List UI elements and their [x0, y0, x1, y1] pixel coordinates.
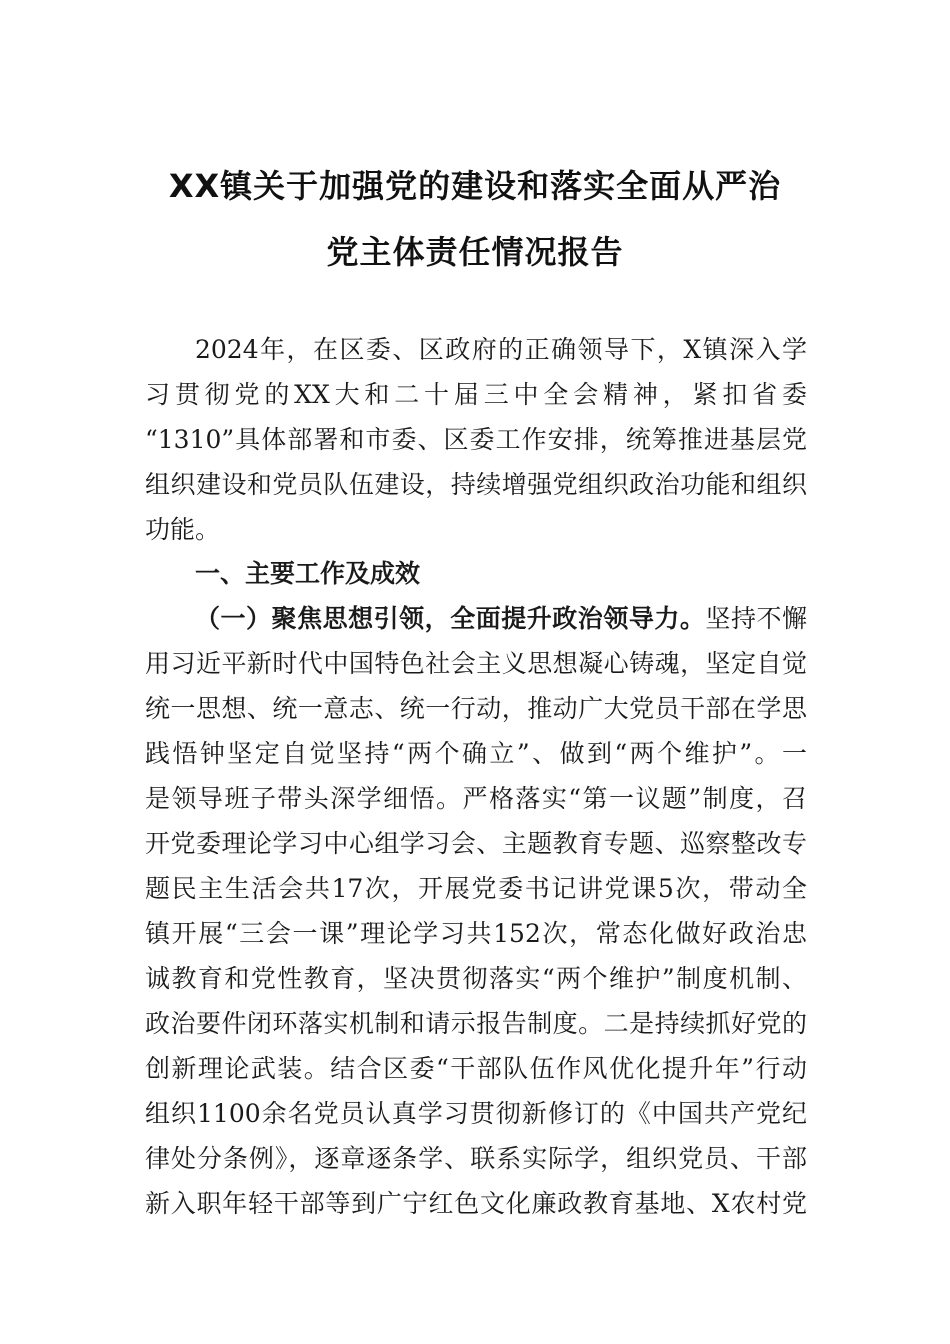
body-line: 律处分条例》，逐章逐条学、联系实际学，组织党员、干部 — [145, 1144, 807, 1173]
body-line: 题民主生活会共17次，开展党委书记讲党课5次，带动全 — [145, 874, 807, 903]
body-line: 践悟钟坚定自觉坚持“两个确立”、做到“两个维护”。一 — [145, 739, 807, 768]
intro-line-3: “1310”具体部署和市委、区委工作安排，统筹推进基层党 — [145, 425, 807, 454]
body-line: 诚教育和党性教育，坚决贯彻落实“两个维护”制度机制、 — [145, 964, 807, 993]
body-line: 统一思想、统一意志、统一行动，推动广大党员干部在学思 — [145, 694, 807, 723]
subsection-lead: （一）聚焦思想引领，全面提升政治领导力。 — [195, 604, 706, 633]
subsection-line-1 — [195, 602, 807, 636]
body-line: 开党委理论学习中心组学习会、主题教育专题、巡察整改专 — [145, 829, 807, 858]
document-title-line-1: XX镇关于加强党的建设和落实全面从严治 — [168, 167, 782, 205]
body-line: 新入职年轻干部等到广宁红色文化廉政教育基地、X农村党 — [145, 1189, 807, 1218]
intro-line-5: 功能。 — [145, 515, 221, 544]
section-heading: 一、主要工作及成效 — [195, 559, 421, 588]
document-title-line-2: 党主体责任情况报告 — [326, 233, 624, 271]
body-line: 组织1100余名党员认真学习贯彻新修订的《中国共产党纪 — [145, 1099, 807, 1128]
intro-line-4: 组织建设和党员队伍建设，持续增强党组织政治功能和组织 — [145, 470, 807, 499]
body-line: 创新理论武装。结合区委“干部队伍作风优化提升年”行动 — [145, 1054, 807, 1083]
body-line: 是领导班子带头深学细悟。严格落实“第一议题”制度，召 — [145, 784, 807, 813]
subsection-line-1-rest: 坚持不懈 — [705, 604, 807, 633]
body-line: 用习近平新时代中国特色社会主义思想凝心铸魂，坚定自觉 — [145, 649, 807, 678]
body-line: 政治要件闭环落实机制和请示报告制度。二是持续抓好党的 — [145, 1009, 807, 1038]
intro-line-2: 习贯彻党的XX大和二十届三中全会精神，紧扣省委 — [145, 380, 807, 409]
intro-line-1: 2024年，在区委、区政府的正确领导下，X镇深入学 — [195, 335, 807, 364]
body-line: 镇开展“三会一课”理论学习共152次，常态化做好政治忠 — [145, 919, 807, 948]
